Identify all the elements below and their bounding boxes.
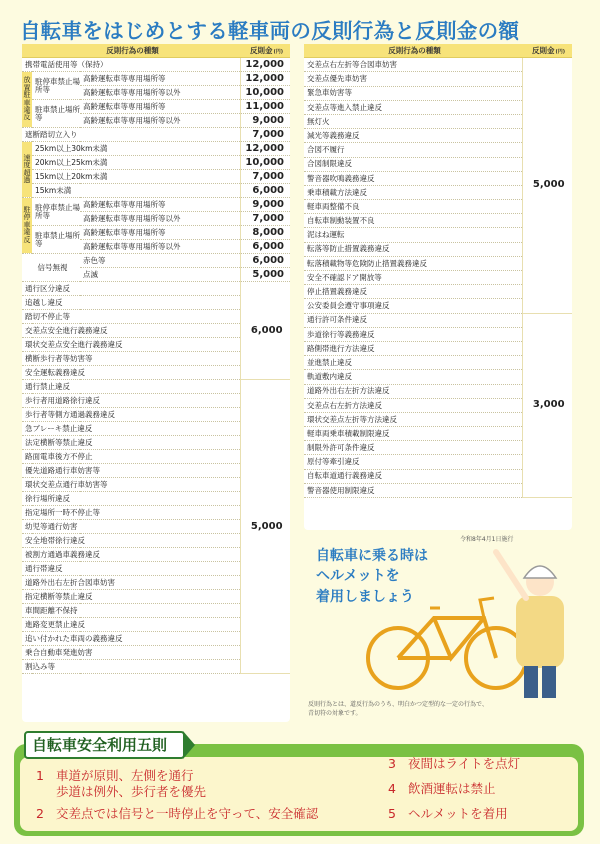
violation-label: 徐行場所違反: [22, 492, 240, 506]
violation-label: 高齢運転車等専用場所等以外: [80, 114, 240, 128]
table-row: [22, 226, 290, 240]
rule-1: 1 車道が原則、左側を通行 歩道は例外、歩行者を優先: [36, 768, 207, 799]
group-label-parking: 放置駐車違反: [22, 72, 32, 128]
fine-amount: 6,000: [240, 282, 290, 380]
violation-label: 軽車両乗車積載制限違反: [304, 427, 522, 441]
violation-label: 環状交差点通行車妨害等: [22, 478, 240, 492]
table-row: [22, 198, 290, 212]
violation-label: 高齢運転車等専用場所等: [80, 198, 240, 212]
violation-label: 路側帯進行方法違反: [304, 341, 522, 355]
violation-label: 高齢運転車等専用場所等: [80, 100, 240, 114]
fine-amount: 12,000: [240, 72, 290, 86]
violation-label: 安全不確認ドア開放等: [304, 271, 522, 285]
violation-label: 横断歩行者等妨害等: [22, 352, 240, 366]
violation-label: 路面電車後方不停止: [22, 450, 240, 464]
violation-label: 進路変更禁止違反: [22, 618, 240, 632]
violation-label: 遮断踏切立入り: [22, 128, 240, 142]
table-row: [22, 156, 290, 170]
violation-label: 高齢運転車等専用場所等: [80, 226, 240, 240]
fine-amount: 6,000: [240, 240, 290, 254]
violation-label: 軌道敷内違反: [304, 370, 522, 384]
fine-amount: 12,000: [240, 142, 290, 156]
table-row: [22, 72, 290, 86]
violation-label: 高齢運転車等専用場所等以外: [80, 240, 240, 254]
violation-label: 公安委員会遵守事項違反: [304, 299, 522, 313]
violation-label: 法定横断等禁止違反: [22, 436, 240, 450]
violation-label: 急ブレーキ禁止違反: [22, 422, 240, 436]
violation-label: 並進禁止違反: [304, 356, 522, 370]
violation-label: 合図制限違反: [304, 157, 522, 171]
fine-amount: 6,000: [240, 254, 290, 268]
violation-label: 点滅: [80, 268, 240, 282]
fine-amount: 7,000: [240, 212, 290, 226]
sub-label: 駐車禁止場所等: [32, 226, 80, 254]
fine-amount: 10,000: [240, 86, 290, 100]
violation-label: 交差点右左折等合図車妨害: [304, 58, 522, 72]
violation-label: 警音器吹鳴義務違反: [304, 171, 522, 185]
table-row: [22, 184, 290, 198]
sub-label: 駐停車禁止場所等: [32, 72, 80, 100]
fine-amount: 8,000: [240, 226, 290, 240]
violation-label: 15km以上20km未満: [32, 170, 240, 184]
violation-label: 割込み等: [22, 660, 240, 674]
violation-label: 自転車制動装置不良: [304, 214, 522, 228]
violation-label: 携帯電話使用等（保持）: [22, 58, 240, 72]
violation-label: 泥はね運転: [304, 228, 522, 242]
effective-date: 令和8年4月1日施行: [460, 536, 514, 543]
violation-label: 環状交差点左折等方法違反: [304, 412, 522, 426]
violation-label: 指定横断等禁止違反: [22, 590, 240, 604]
rules-title: 自転車安全利用五則: [24, 731, 185, 759]
rule-3: 3 夜間はライトを点灯: [388, 756, 521, 771]
violation-label: 15km未満: [32, 184, 240, 198]
violation-label: 歩行者用道路徐行違反: [22, 394, 240, 408]
violation-label: 制限外許可条件違反: [304, 441, 522, 455]
fine-amount: 12,000: [240, 58, 290, 72]
sub-label: 信号無視: [22, 254, 80, 282]
violation-label: 転落等防止措置義務違反: [304, 242, 522, 256]
sub-label: 駐車禁止場所等: [32, 100, 80, 128]
fine-amount: 9,000: [240, 198, 290, 212]
violation-label: 交差点安全進行義務違反: [22, 324, 240, 338]
violation-label: 幼児等通行妨害: [22, 520, 240, 534]
table-row: [22, 58, 290, 72]
amount-header: 反則金(円): [240, 44, 290, 58]
violation-label: 車間距離不保持: [22, 604, 240, 618]
violation-label: 赤色等: [80, 254, 240, 268]
violation-label: 高齢運転車等専用場所等以外: [80, 212, 240, 226]
violation-label: 交差点優先車妨害: [304, 72, 522, 86]
violation-label: 転落積載物等危険防止措置義務違反: [304, 256, 522, 270]
rule-2: 2 交差点では信号と一時停止を守って、安全確認: [36, 806, 319, 821]
fine-amount: 9,000: [240, 114, 290, 128]
violation-label: 自転車道通行義務違反: [304, 469, 522, 483]
violation-label: 追い付かれた車両の義務違反: [22, 632, 240, 646]
page-title: 自転車をはじめとする軽車両の反則行為と反則金の額: [20, 19, 520, 43]
violation-label: 被割方通過車義務違反: [22, 548, 240, 562]
left-fine-table: [22, 44, 290, 722]
violation-label: 乗車積載方法違反: [304, 185, 522, 199]
violation-label: 道路外出右左折方法違反: [304, 384, 522, 398]
table-row: [304, 313, 572, 327]
violation-label: 指定場所一時不停止等: [22, 506, 240, 520]
violation-label: 原付等牽引違反: [304, 455, 522, 469]
fine-amount: 3,000: [522, 313, 572, 497]
violation-label: 交差点等進入禁止違反: [304, 100, 522, 114]
violation-label: 優先道路通行車妨害等: [22, 464, 240, 478]
group-6000: [22, 282, 290, 380]
fine-amount: 7,000: [240, 128, 290, 142]
table-row: [304, 58, 572, 72]
table-row: [22, 282, 290, 296]
table-row: [22, 254, 290, 268]
violation-label: 通行禁止違反: [22, 380, 240, 394]
arrow-icon: [183, 731, 195, 759]
violation-label: 減光等義務違反: [304, 129, 522, 143]
table-row: [22, 170, 290, 184]
rule-4: 4 飲酒運転は禁止: [388, 781, 496, 796]
group-label-stop: 駐停車違反: [22, 198, 32, 254]
sub-label: 駐停車禁止場所等: [32, 198, 80, 226]
fine-amount: 5,000: [240, 380, 290, 674]
violation-label: 環状交差点安全進行義務違反: [22, 338, 240, 352]
violation-label: 歩道徐行等義務違反: [304, 327, 522, 341]
violation-label: 追越し違反: [22, 296, 240, 310]
violation-label: 道路外出右左折合図車妨害: [22, 576, 240, 590]
violation-label: 踏切不停止等: [22, 310, 240, 324]
violation-label: 通行許可条件違反: [304, 313, 522, 327]
group-5000: [304, 58, 572, 313]
violation-label: 歩行者等側方通過義務違反: [22, 408, 240, 422]
footnote: 反則行為とは、道反行為のうち、明白かつ定型的な一定の行為で、 青切符の対象です。: [308, 701, 488, 717]
kind-header: 反則行為の種類: [22, 44, 240, 58]
violation-label: 警音器使用制限違反: [304, 483, 522, 497]
violation-label: 25km以上30km未満: [32, 142, 240, 156]
table-row: [22, 128, 290, 142]
violation-label: 緊急車妨害等: [304, 86, 522, 100]
helmet-message: 自転車に乗る時は ヘルメットを 着用しましょう: [316, 548, 428, 605]
group-3000: [304, 313, 572, 497]
violation-label: 安全地帯徐行違反: [22, 534, 240, 548]
amount-header: 反則金(円): [522, 44, 572, 58]
right-fine-table: [304, 44, 572, 530]
violation-label: 合図不履行: [304, 143, 522, 157]
cyclist-illustration: [356, 548, 582, 700]
rule-5: 5 ヘルメットを着用: [388, 806, 508, 821]
fine-amount: 10,000: [240, 156, 290, 170]
fine-amount: 6,000: [240, 184, 290, 198]
table-row: [22, 142, 290, 156]
table-row: [22, 380, 290, 394]
violation-label: 安全運転義務違反: [22, 366, 240, 380]
fine-amount: 11,000: [240, 100, 290, 114]
violation-label: 軽車両整備不良: [304, 200, 522, 214]
violation-label: 通行区分違反: [22, 282, 240, 296]
violation-label: 高齢運転車等専用場所等: [80, 72, 240, 86]
violation-label: 停止措置義務違反: [304, 285, 522, 299]
group-label-speed: 速度超過: [22, 142, 32, 198]
violation-label: 交差点右左折方法違反: [304, 398, 522, 412]
fine-amount: 5,000: [522, 58, 572, 313]
cyclist-icon: [496, 552, 564, 698]
table-row: [22, 100, 290, 114]
violation-label: 高齢運転車等専用場所等以外: [80, 86, 240, 100]
group-5000: [22, 380, 290, 674]
violation-label: 20km以上25km未満: [32, 156, 240, 170]
fine-amount: 7,000: [240, 170, 290, 184]
violation-label: 無灯火: [304, 114, 522, 128]
violation-label: 乗合自動車発進妨害: [22, 646, 240, 660]
violation-label: 通行帯違反: [22, 562, 240, 576]
kind-header: 反則行為の種類: [304, 44, 522, 58]
bicycle-icon: [368, 598, 526, 688]
fine-amount: 5,000: [240, 268, 290, 282]
